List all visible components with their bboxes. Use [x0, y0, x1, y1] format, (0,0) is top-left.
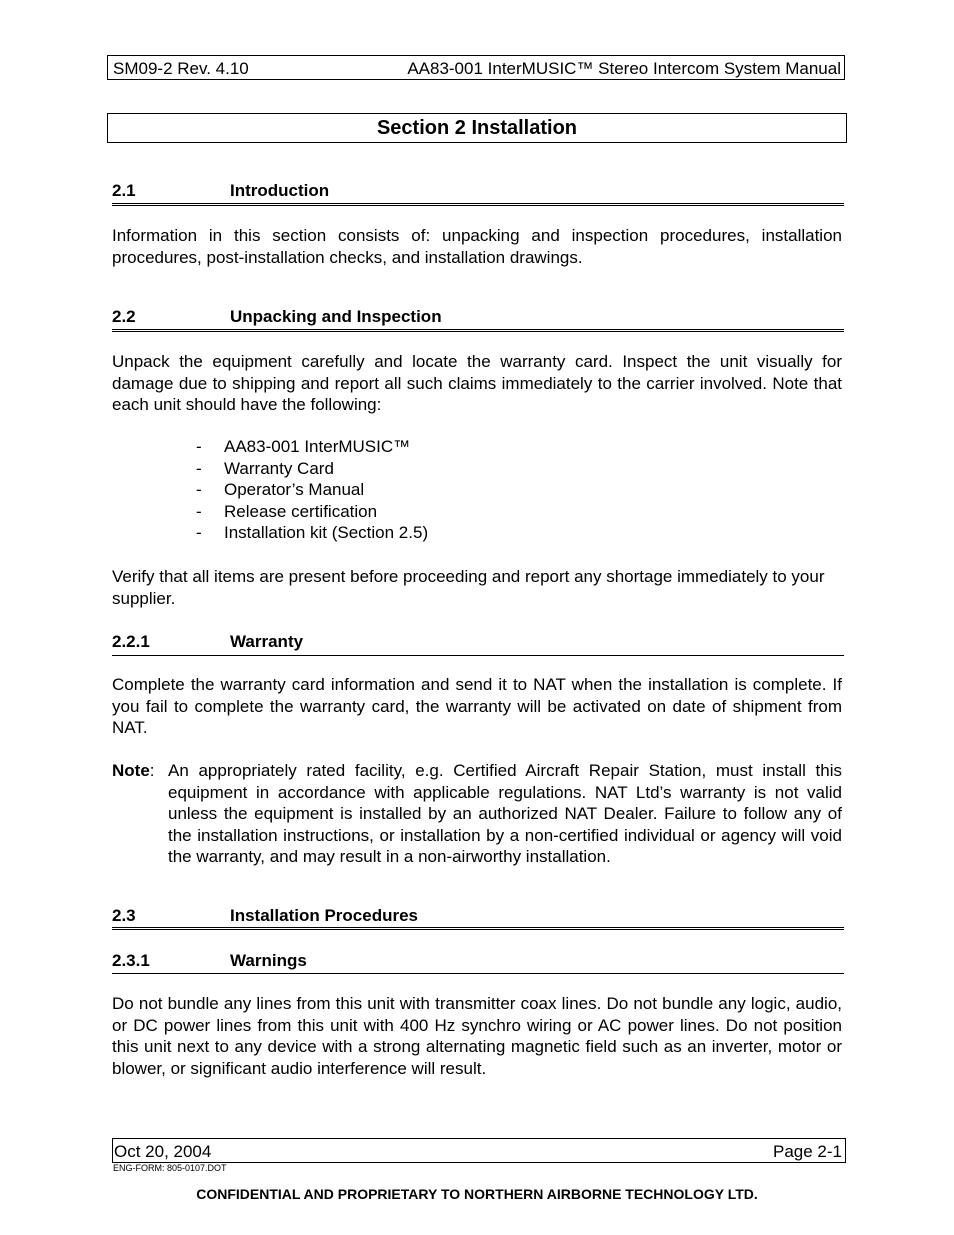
list-item	[196, 479, 428, 501]
heading-title: Warnings	[230, 951, 307, 970]
heading-installation-procedures	[112, 906, 844, 926]
heading-title: Installation Procedures	[230, 906, 418, 925]
doc-number: SM09-2 Rev. 4.10	[113, 59, 249, 78]
list-item-text: Warranty Card	[224, 458, 334, 478]
heading-rule	[112, 203, 844, 206]
manual-title: AA83-001 InterMUSIC™ Stereo Intercom System Manual	[407, 59, 841, 78]
note-label	[112, 760, 155, 782]
list-item-text: AA83-001 InterMUSIC™	[224, 437, 411, 456]
list-item-text: Release certification	[224, 501, 378, 521]
heading-introduction	[112, 181, 844, 201]
heading-warranty	[112, 632, 844, 652]
heading-number: 2.1	[112, 181, 136, 200]
page-footer	[112, 1138, 846, 1163]
note-separator: :	[149, 761, 155, 780]
list-marker: -	[196, 437, 202, 456]
page-number: Page 2-1	[773, 1142, 842, 1161]
list-item-text: Installation kit (Section 2.5)	[224, 523, 429, 542]
heading-number: 2.2.1	[112, 632, 150, 651]
heading-warnings	[112, 951, 844, 971]
verify-paragraph: Verify that all items are present before proceeding and report any shortage immediately to your supplier.	[112, 567, 825, 608]
introduction-paragraph: Information in this section consists of: unpacking and inspection procedures, installation procedures, post-installation checks, and installation drawings.	[112, 226, 842, 267]
note-label-text: Note	[112, 761, 150, 780]
confidentiality-notice: CONFIDENTIAL AND PROPRIETARY TO NORTHERN AIRBORNE TECHNOLOGY LTD.	[196, 1186, 758, 1202]
warnings-paragraph: Do not bundle any lines from this unit with transmitter coax lines. Do not bundle any logic, audio, or DC power lines from this unit with 400 Hz synchro wiring or AC power lines. Do not position this unit next to any device with a strong alternating magnetic field such as an inverter, motor or blower, or significant audio interference will result.	[112, 994, 842, 1078]
package-contents-list	[196, 436, 428, 544]
heading-number: 2.3	[112, 906, 136, 925]
list-marker: -	[196, 523, 202, 542]
heading-title: Unpacking and Inspection	[230, 307, 442, 326]
list-item	[196, 436, 428, 458]
list-marker: -	[196, 458, 202, 478]
heading-rule	[112, 655, 844, 656]
list-marker: -	[196, 480, 202, 499]
note-text: An appropriately rated facility, e.g. Certified Aircraft Repair Station, must install this equipment in accordance with applicable regulations. NAT Ltd’s warranty is not valid unless the equipment is installed by an authorized NAT Dealer. Failure to follow any of the installation instructions, or installation by a non-certified individual or agency will void the warranty, and may result in a non-airworthy installation.	[168, 761, 842, 866]
unpacking-paragraph: Unpack the equipment carefully and locate the warranty card. Inspect the unit visually for damage due to shipping and report all such claims immediately to the carrier involved. Note that each unit should have the following:	[112, 352, 842, 414]
heading-unpacking	[112, 307, 844, 327]
heading-rule	[112, 927, 844, 930]
heading-number: 2.2	[112, 307, 136, 326]
page-header	[107, 55, 845, 80]
heading-title: Warranty	[230, 632, 304, 651]
list-item	[196, 458, 428, 480]
warranty-paragraph: Complete the warranty card information and send it to NAT when the installation is complete. If you fail to complete the warranty card, the warranty will be activated on date of shipment from NAT.	[112, 675, 842, 737]
heading-rule	[112, 329, 844, 332]
heading-rule	[112, 973, 844, 974]
heading-number: 2.3.1	[112, 951, 150, 970]
footer-date: Oct 20, 2004	[114, 1142, 212, 1161]
form-code: ENG-FORM: 805-0107.DOT	[113, 1163, 227, 1173]
list-item-text: Operator’s Manual	[224, 480, 365, 499]
list-item	[196, 501, 428, 523]
heading-title: Introduction	[230, 181, 330, 200]
section-title: Section 2 Installation	[107, 113, 847, 143]
list-marker: -	[196, 501, 202, 521]
list-item	[196, 522, 428, 544]
